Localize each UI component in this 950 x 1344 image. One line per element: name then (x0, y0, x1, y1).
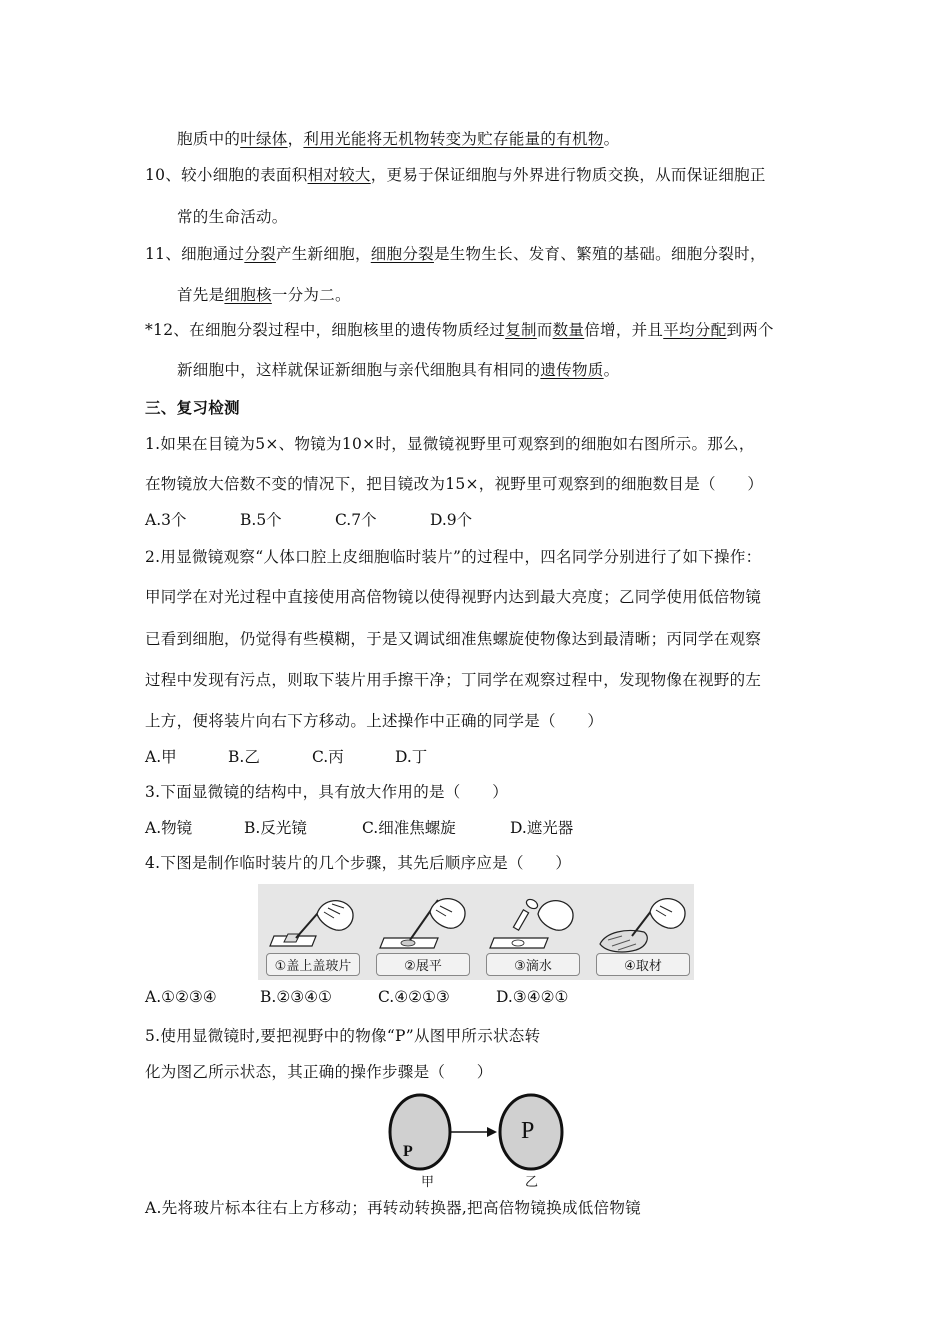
q5-option-a: A.先将玻片标本往右上方移动；再转动转换器,把高倍物镜换成低倍物镜 (145, 1199, 641, 1217)
q3-option-b: B.反光镜 (244, 819, 307, 837)
step-label: ③滴水 (486, 953, 580, 976)
drop-water-illustration-icon (482, 888, 584, 958)
view-circle-left (390, 1095, 450, 1169)
arrow-head-icon (487, 1127, 497, 1137)
q1-line2: 在物镜放大倍数不变的情况下，把目镜改为15×，视野里可观察到的细胞数目是（ ） (145, 475, 764, 493)
q2-option-d: D.丁 (395, 748, 428, 766)
q3-option-a: A.物镜 (145, 819, 193, 837)
step-label: ②展平 (376, 953, 470, 976)
item10-line2: 常的生命活动。 (177, 208, 288, 226)
q2-line2: 甲同学在对光过程中直接使用高倍物镜以使得视野内达到最大亮度；乙同学使用低倍物镜 (145, 588, 762, 606)
step-cover-slip (262, 888, 364, 978)
step-drop-water (482, 888, 584, 978)
microscope-view-figure (385, 1092, 575, 1192)
item12-line1: *12、在细胞分裂过程中，细胞核里的遗传物质经过复制而数量倍增，并且平均分配到两个 (145, 321, 774, 339)
q5-line2: 化为图乙所示状态，其正确的操作步骤是（ ） (145, 1063, 493, 1081)
q1-option-a: A.3个 (145, 511, 187, 529)
q5-line1: 5.使用显微镜时,要把视野中的物像“P”从图甲所示状态转 (145, 1027, 541, 1045)
q1-line1: 1.如果在目镜为5×、物镜为10×时，显微镜视野里可观察到的细胞如右图所示。那么， (145, 435, 755, 453)
q2-option-c: C.丙 (312, 748, 344, 766)
slide-prep-steps-figure (258, 884, 694, 980)
q1-option-c: C.7个 (335, 511, 377, 529)
q3-line1: 3.下面显微镜的结构中，具有放大作用的是（ ） (145, 783, 508, 801)
q4-option-a: A.①②③④ (145, 988, 217, 1006)
step-take-sample (592, 888, 694, 978)
item10-line1: 10、较小细胞的表面积相对较大，更易于保证细胞与外界进行物质交换，从而保证细胞正 (145, 166, 766, 184)
q2-option-a: A.甲 (145, 748, 177, 766)
q4-option-c: C.④②①③ (378, 988, 450, 1006)
item11-line1: 11、细胞通过分裂产生新细胞，细胞分裂是生物生长、发育、繁殖的基础。细胞分裂时， (145, 245, 766, 263)
q2-line5: 上方，便将装片向右下方移动。上述操作中正确的同学是（ ） (145, 712, 604, 730)
spread-illustration-icon (372, 888, 474, 958)
step-label: ①盖上盖玻片 (266, 953, 360, 976)
q1-option-d: D.9个 (430, 511, 473, 529)
q4-option-d: D.③④②① (496, 988, 569, 1006)
q3-option-d: D.遮光器 (510, 819, 574, 837)
item11-line2: 首先是细胞核一分为二。 (177, 286, 351, 304)
item9-continuation: 胞质中的叶绿体，利用光能将无机物转变为贮存能量的有机物。 (177, 130, 620, 148)
cover-slip-illustration-icon (262, 888, 364, 958)
q2-line1: 2.用显微镜观察“人体口腔上皮细胞临时装片”的过程中，四名同学分别进行了如下操作： (145, 548, 762, 566)
section-title: 三、复习检测 (145, 399, 240, 417)
letter-p-small: P (403, 1143, 413, 1160)
q2-option-b: B.乙 (228, 748, 260, 766)
q4-option-b: B.②③④① (260, 988, 332, 1006)
q2-line3: 已看到细胞，仍觉得有些模糊，于是又调试细准焦螺旋使物像达到最清晰；丙同学在观察 (145, 630, 762, 648)
q3-option-c: C.细准焦螺旋 (362, 819, 456, 837)
q2-line4: 过程中发现有污点，则取下装片用手擦干净；丁同学在观察过程中，发现物像在视野的左 (145, 671, 762, 689)
q4-line1: 4.下图是制作临时装片的几个步骤，其先后顺序应是（ ） (145, 854, 572, 872)
step-label: ④取材 (596, 953, 690, 976)
item12-line2: 新细胞中，这样就保证新细胞与亲代细胞具有相同的遗传物质。 (177, 361, 620, 379)
label-jia: 甲 (421, 1175, 435, 1190)
label-yi: 乙 (525, 1175, 539, 1190)
step-spread (372, 888, 474, 978)
take-sample-illustration-icon (592, 888, 694, 958)
q1-option-b: B.5个 (240, 511, 282, 529)
letter-p-large: P (521, 1118, 535, 1144)
